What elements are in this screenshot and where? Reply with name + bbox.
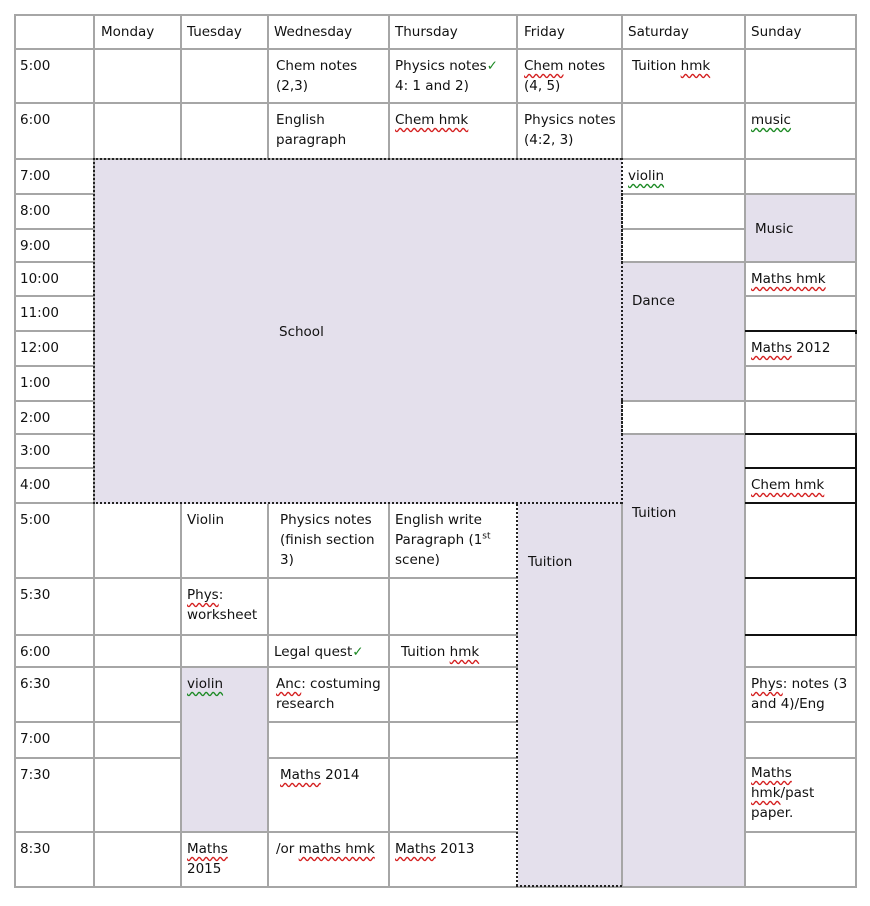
- header-monday: Monday: [101, 24, 155, 40]
- task-wed-600: English paragraph: [276, 112, 347, 148]
- saturday-border: [621, 400, 623, 435]
- school-border: [93, 502, 622, 504]
- school-border: [93, 158, 95, 504]
- header-wednesday: Wednesday: [274, 24, 353, 40]
- grid-line: [14, 330, 95, 332]
- time-label: 11:00: [20, 305, 59, 321]
- friday-tuition-border: [516, 504, 518, 886]
- grid-line: [388, 14, 390, 160]
- header-friday: Friday: [524, 24, 565, 40]
- task-wed-500: Chem notes (2,3): [276, 58, 358, 94]
- grid-line: [14, 577, 518, 579]
- task-sun-630: Phys: notes (3 and 4)/Eng: [751, 676, 848, 712]
- checkmark-icon: ✓: [486, 58, 498, 74]
- sunday-music-block: Music: [745, 195, 856, 263]
- time-label: 6:00: [20, 644, 51, 660]
- checkmark-icon: ✓: [352, 644, 364, 660]
- task-thu-600pm: Tuition hmk: [401, 644, 480, 660]
- grid-line: [745, 365, 857, 367]
- friday-tuition-block: Tuition: [518, 504, 622, 887]
- grid-line: [14, 666, 518, 668]
- time-label: 2:00: [20, 410, 51, 426]
- time-label: 7:00: [20, 731, 51, 747]
- grid-line: [14, 721, 181, 723]
- time-label: 6:30: [20, 676, 51, 692]
- border: [14, 886, 857, 888]
- time-label: 4:00: [20, 477, 51, 493]
- task-sun-400: Chem hmk: [751, 477, 825, 493]
- time-label: 8:30: [20, 841, 51, 857]
- task-sun-1200: Maths 2012: [751, 340, 831, 356]
- grid-line: [14, 48, 857, 50]
- task-sat-500: Tuition hmk: [632, 58, 711, 74]
- grid-line: [745, 502, 857, 504]
- grid-line: [14, 365, 95, 367]
- grid-line: [745, 831, 857, 833]
- header-sunday: Sunday: [751, 24, 802, 40]
- grid-line: [745, 757, 857, 759]
- task-wed-830: /or maths hmk: [276, 841, 375, 857]
- task-sat-700: violin: [628, 168, 665, 184]
- grid-line: [14, 193, 95, 195]
- header-tuesday: Tuesday: [187, 24, 242, 40]
- time-label: 5:30: [20, 587, 51, 603]
- grid-line: [855, 433, 857, 636]
- grid-line: [516, 14, 518, 160]
- time-label: 3:00: [20, 443, 51, 459]
- time-label: 6:00: [20, 112, 51, 128]
- time-label: 10:00: [20, 271, 59, 287]
- task-tue-530: Phys: worksheet: [187, 587, 258, 623]
- time-label: 8:00: [20, 203, 51, 219]
- grid-line: [14, 433, 95, 435]
- task-tue-500pm: Violin: [187, 512, 225, 528]
- task-wed-730: Maths 2014: [280, 767, 360, 783]
- task-thu-600: Chem hmk: [395, 112, 469, 128]
- grid-line: [14, 228, 95, 230]
- grid-line: [622, 261, 857, 263]
- task-sun-730: Maths hmk/past paper.: [751, 765, 815, 821]
- grid-line: [622, 433, 745, 435]
- tuesday-violin-block: violin: [181, 668, 268, 832]
- grid-line: [745, 330, 857, 332]
- grid-line: [745, 577, 857, 579]
- grid-line: [745, 295, 857, 297]
- time-label: 5:00: [20, 512, 51, 528]
- grid-line: [268, 721, 518, 723]
- friday-tuition-border: [516, 885, 622, 887]
- time-label: 5:00: [20, 58, 51, 74]
- task-thu-830: Maths 2013: [395, 841, 475, 857]
- task-sun-600: music: [751, 112, 791, 128]
- grid-line: [14, 295, 95, 297]
- grid-line: [267, 504, 269, 887]
- grid-line: [180, 504, 182, 887]
- task-wed-500pm: Physics notes (finish section 3): [280, 512, 375, 568]
- time-label: 1:00: [20, 375, 51, 391]
- grid-line: [14, 757, 181, 759]
- grid-line: [855, 330, 857, 334]
- school-block: School: [95, 160, 622, 504]
- grid-line: [14, 502, 95, 504]
- task-fri-500: Chem notes (4, 5): [524, 58, 606, 94]
- saturday-dance-block: Dance: [622, 263, 745, 402]
- task-sun-1000: Maths hmk: [751, 271, 826, 287]
- grid-line: [745, 467, 857, 469]
- time-label: 9:00: [20, 238, 51, 254]
- grid-line: [14, 261, 95, 263]
- grid-line: [622, 193, 857, 195]
- grid-line: [622, 400, 857, 402]
- saturday-border: [621, 193, 623, 263]
- task-fri-600: Physics notes (4:2, 3): [524, 112, 616, 148]
- grid-line: [621, 14, 623, 160]
- grid-line: [745, 634, 857, 636]
- task-wed-630: Anc: costuming research: [276, 676, 381, 712]
- grid-line: [14, 102, 857, 104]
- grid-line: [621, 504, 623, 887]
- task-thu-500pm: English write Paragraph (1st scene): [395, 512, 491, 568]
- grid-line: [14, 467, 95, 469]
- header-saturday: Saturday: [628, 24, 689, 40]
- task-thu-500: Physics notes✓ 4: 1 and 2): [395, 58, 498, 94]
- grid-line: [268, 757, 518, 759]
- grid-line: [14, 400, 95, 402]
- grid-line: [93, 14, 95, 160]
- grid-line: [745, 433, 857, 435]
- task-tue-830: Maths 2015: [187, 841, 228, 877]
- grid-line: [745, 666, 857, 668]
- school-border: [93, 158, 622, 160]
- grid-line: [267, 14, 269, 160]
- header-thursday: Thursday: [395, 24, 458, 40]
- grid-line: [388, 504, 390, 887]
- grid-line: [14, 634, 518, 636]
- time-label: 7:30: [20, 767, 51, 783]
- time-label: 7:00: [20, 168, 51, 184]
- grid-line: [14, 831, 518, 833]
- grid-line: [622, 228, 745, 230]
- saturday-tuition-block: Tuition: [622, 435, 745, 887]
- grid-line: [745, 721, 857, 723]
- time-label: 12:00: [20, 340, 59, 356]
- grid-line: [180, 14, 182, 160]
- border: [14, 14, 857, 16]
- task-wed-600pm: Legal quest✓: [274, 644, 364, 660]
